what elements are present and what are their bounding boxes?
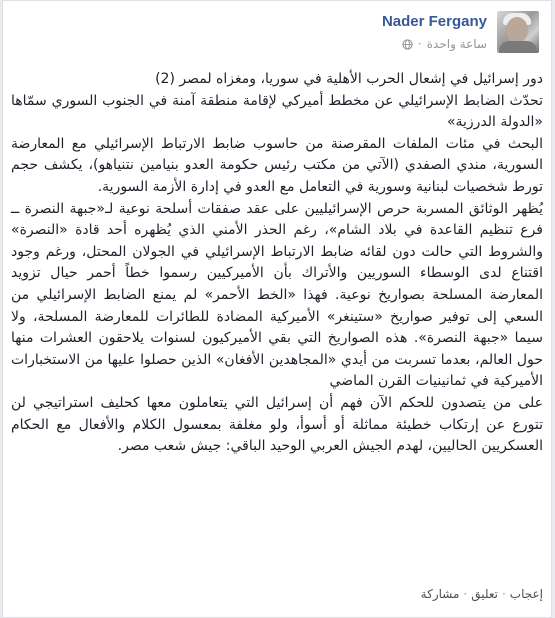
author-name[interactable]: Nader Fergany — [381, 13, 487, 30]
post-timestamp[interactable]: ساعة واحدة — [426, 37, 487, 51]
share-link[interactable]: مشاركة — [420, 587, 460, 601]
post-body — [11, 69, 543, 458]
post-actions — [421, 587, 543, 601]
post-meta — [402, 37, 487, 51]
post-paragraph: يُظهر الوثائق المسربة حرص الإسرائيليين على عقد صفقات أسلحة نوعية لـ«جبهة النصرة ــ فرع تنظيم القاعدة في بلاد الشام»، رغم الحذر الأمني الذي يُظهره أحد قادة «النصرة» والشروط التي حالت دون لقائه ضابط الارتباط الإسرائيلي في الجولان المحتل، ورغم وجود اقتناع لدى الوسطاء السوريين والأتراك بأن الأميركيين رسموا خطاً أحمر حيال تزويد المعارضة المسلحة بصواريخ نوعية. فهذا «الخط الأحمر» لم يمنع الضابط الإسرائيلي من السعي إلى توفير صواريخ «ستينغر» الأميركية المضادة للطائرات للمعارضة المسلحة، ولا سيما «جبهة النصرة». هذه الصواريخ التي بقي الأميركيون لسنوات يلاحقون العشرات منها حول العالم، بعدما تسربت من أيدي «المجاهدين الأفغان» الذين حصلوا عليها من الاستخبارات الأميركية في ثمانينيات القرن الماضي — [11, 200, 543, 390]
avatar-shirt — [499, 41, 537, 53]
action-separator: · — [501, 587, 506, 601]
post-paragraph: على من يتصدون للحكم الآن فهم أن إسرائيل التي يتعاملون معها كحليف استراتيجي لن تتورع عن إرتكاب خطيئة مماثلة أو أسوأ، ولو مغلفة بمعسول الكلام والأفعال مع الحكام العسكريين الحاليين، لهدم الجيش العربي الوحيد الباقي: جيش شعب مصر. — [11, 394, 543, 455]
like-link[interactable]: إعجاب — [509, 587, 543, 601]
globe-icon[interactable] — [402, 39, 413, 50]
post-paragraph: تحدّث الضابط الإسرائيلي عن مخطط أميركي لإقامة منطقة آمنة في الجنوب السوري سمّاها «الدولة الدرزية» — [11, 92, 543, 131]
post-paragraph: دور إسرائيل في إشعال الحرب الأهلية في سوريا، ومغزاه لمصر (2) — [155, 71, 543, 87]
avatar-face — [506, 17, 528, 43]
author-avatar[interactable] — [497, 11, 539, 53]
comment-link[interactable]: تعليق — [471, 587, 498, 601]
action-separator: · — [463, 587, 468, 601]
post-card — [2, 0, 552, 618]
meta-separator: · — [417, 37, 422, 51]
post-paragraph: البحث في مئات الملفات المقرصنة من حاسوب ضابط الارتباط الإسرائيلي مع المعارضة السورية، مندي الصفدي (الآتي من مكتب رئيس حكومة العدو بنيامين نتنياهو)، يكشف حجم تورط شخصيات لبنانية وسورية في التعامل مع العدو في إدارة الأزمة السورية. — [11, 135, 543, 195]
